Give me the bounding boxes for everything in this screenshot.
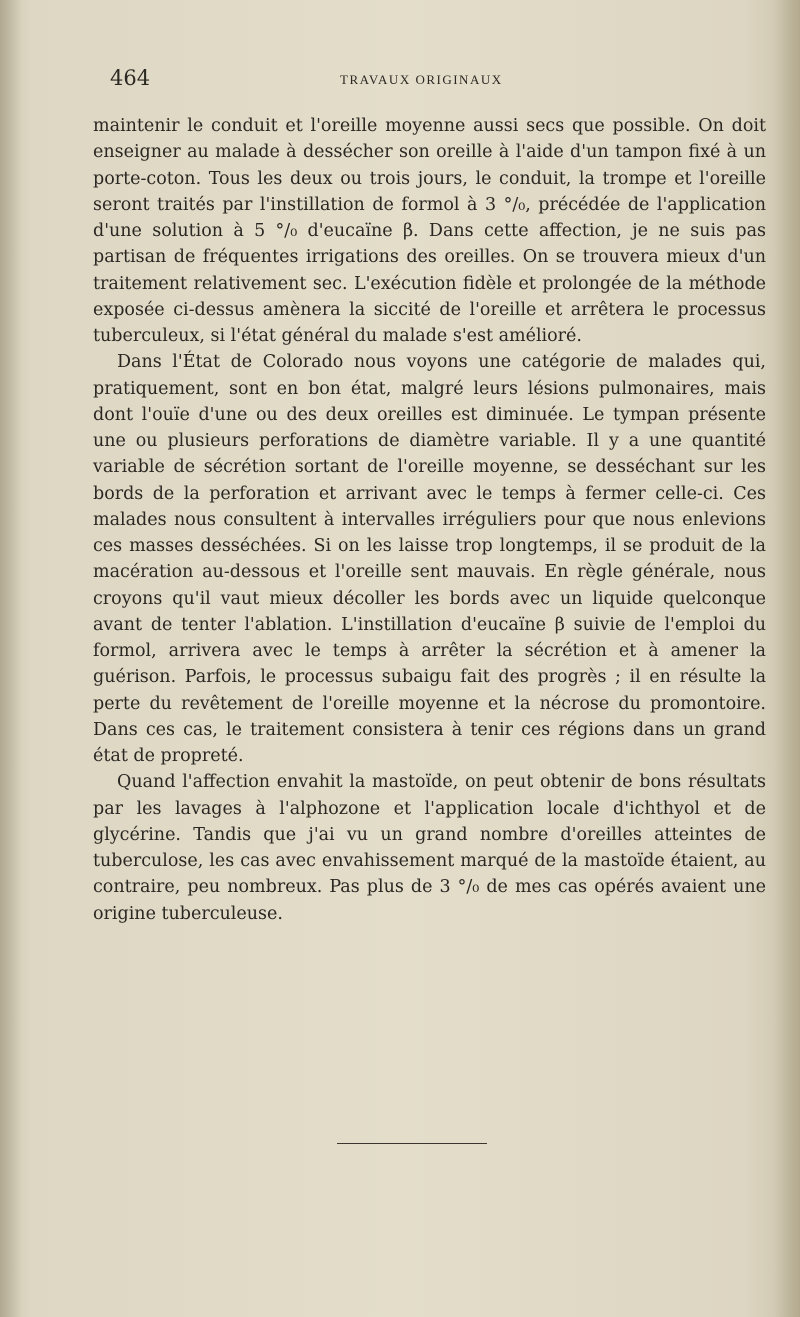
paragraph-mastoid: Quand l'affection envahit la mastoïde, on peut obtenir de bons résultats par les lavages à l'alphozone et l'application locale d'ichthyol et de glycérine. Tandis que j'ai vu un grand nombre d'oreilles atteintes de tuberculose, les cas avec envahissement marqué de la mastoïde étaient, au contraire, peu nombreux. Pas plus de 3 °/₀ de mes cas opérés avaient une origine tuberculeuse. xyxy=(93,772,766,924)
running-header xyxy=(110,66,770,96)
paragraph-colorado: Dans l'État de Colorado nous voyons une catégorie de malades qui, pratiquement, sont en bon état, malgré leurs lésions pulmonaires, mais dont l'ouïe d'une ou des deux oreilles est diminuée. Le tympan présente une ou plusieurs perforations de diamètre variable. Il y a une quantité variable de sécrétion sortant de l'oreille moyenne, se desséchant sur les bords de la perforation et arrivant avec le temps à fermer celle-ci. Ces malades nous consultent à intervalles irréguliers pour que nous enlevions ces masses desséchées. Si on les laisse trop longtemps, il se produit de la macération au-dessous et l'oreille sent mauvais. En règle générale, nous croyons qu'il vaut mieux décoller les bords avec un liquide quelconque avant de tenter l'ablation. L'instillation d'eucaïne β suivie de l'emploi du formol, arrivera avec le temps à arrêter la sécrétion et à amener la guérison. Parfois, le processus subaigu fait des progrès ; il en résulte la perte du revêtement de l'oreille moyenne et la nécrose du promontoire. Dans ces cas, le traitement consistera à tenir ces régions dans un grand état de propreté. xyxy=(93,352,766,766)
paragraph-continued: maintenir le conduit et l'oreille moyenne aussi secs que possible. On doit enseigner au malade à dessécher son oreille à l'aide d'un tampon fixé à un porte-coton. Tous les deux ou trois jours, le conduit, la trompe et l'oreille seront traités par l'instillation de formol à 3 °/₀, précédée de l'application d'une solution à 5 °/₀ d'eucaïne β. Dans cette affection, je ne suis pas partisan de fréquentes irrigations des oreilles. On se trouvera mieux d'un traitement relativement sec. L'exécution fidèle et prolongée de la méthode exposée ci-dessus amènera la siccité de l'oreille et arrêtera le processus tuberculeux, si l'état général du malade s'est amélioré. xyxy=(93,116,766,346)
section-end-rule xyxy=(337,1143,487,1144)
running-title: TRAVAUX ORIGINAUX xyxy=(340,72,503,87)
page-edge xyxy=(774,0,800,1317)
body-text xyxy=(93,113,766,927)
spine-shadow xyxy=(0,0,22,1317)
page-number: 464 xyxy=(110,66,151,90)
